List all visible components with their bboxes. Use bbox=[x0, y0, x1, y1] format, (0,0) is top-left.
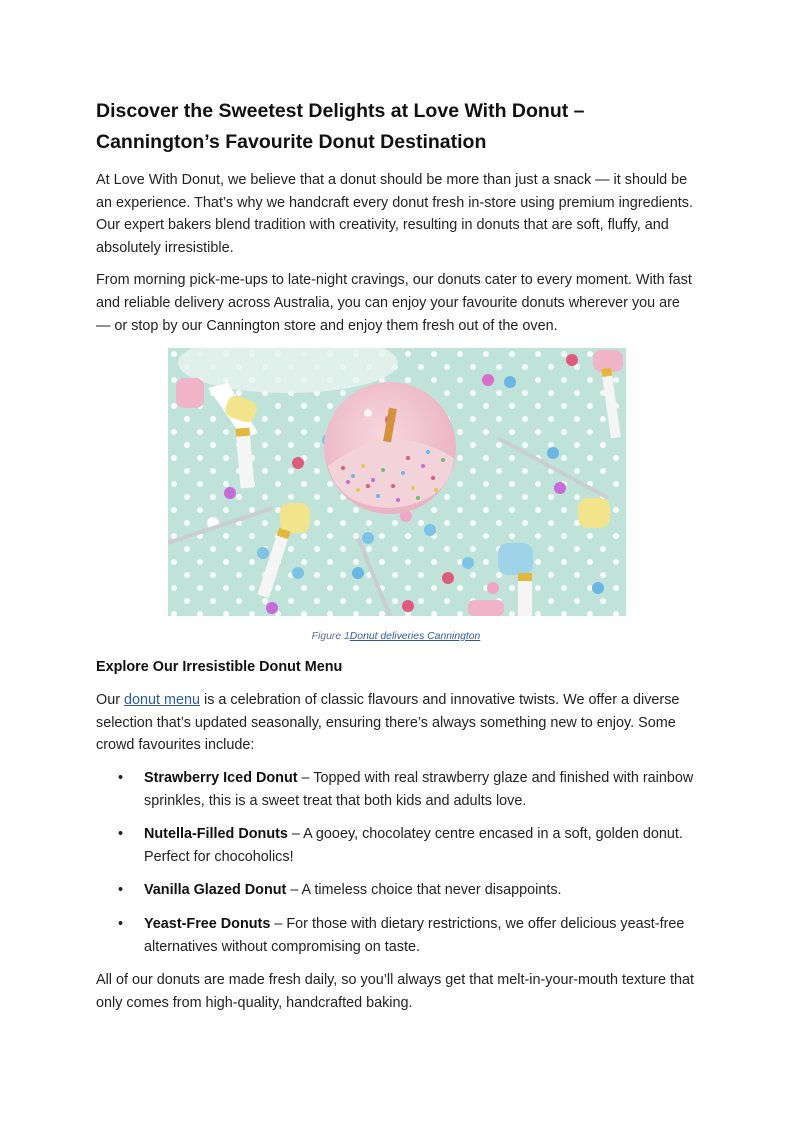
donut-party-photo bbox=[168, 348, 626, 616]
page-title: Discover the Sweetest Delights at Love With Donut – Cannington’s Favourite Donut Destination bbox=[96, 100, 585, 153]
donut-menu-link[interactable]: donut menu bbox=[124, 692, 201, 709]
caption-prefix: Figure 1 bbox=[311, 631, 350, 643]
bullet-icon: • bbox=[118, 915, 124, 932]
document-page bbox=[96, 96, 696, 1014]
intro-paragraph-2: From morning pick-me-ups to late-night cravings, our donuts cater to every moment. With fast and reliable delivery across Australia, you can enjoy your favourite donuts wherever you are — or stop by our Cannington store and enjoy them fresh out of the oven. bbox=[96, 272, 692, 334]
bullet-icon: • bbox=[118, 826, 124, 843]
figure-caption bbox=[96, 631, 696, 642]
donut-list bbox=[96, 767, 696, 958]
item-desc: – For those with dietary restrictions, we offer delicious yeast-free alternatives without compromising on taste. bbox=[144, 915, 685, 955]
item-name: Nutella-Filled Donuts bbox=[144, 826, 288, 843]
item-desc: – A gooey, chocolatey centre encased in a soft, golden donut. Perfect for chocoholics! bbox=[144, 826, 683, 865]
pink-donut bbox=[324, 382, 456, 514]
figure bbox=[96, 348, 696, 642]
list-item bbox=[96, 823, 696, 868]
caption-link[interactable]: Donut deliveries Cannington bbox=[349, 631, 481, 643]
list-item bbox=[96, 767, 696, 812]
list-item bbox=[96, 913, 696, 958]
item-name: Vanilla Glazed Donut bbox=[144, 882, 287, 899]
item-name: Yeast-Free Donuts bbox=[144, 915, 271, 932]
menu-intro-paragraph bbox=[96, 689, 696, 757]
bullet-icon: • bbox=[118, 882, 124, 899]
menu-intro-after: is a celebration of classic flavours and innovative twists. We offer a diverse selection that’s updated seasonally, ensuring there’s always something new to enjoy. Some crowd favourites include: bbox=[96, 692, 680, 754]
intro-paragraph-1: At Love With Donut, we believe that a donut should be more than just a snack — it should be an experience. That’s why we handcraft every donut fresh in-store using premium ingredients. Our expert bakers blend tradition with creativity, resulting in donuts that are soft, fluffy, and absolutely irresistible. bbox=[96, 172, 693, 256]
list-item bbox=[96, 879, 696, 902]
item-desc: – A timeless choice that never disappoints. bbox=[286, 882, 562, 899]
item-name: Strawberry Iced Donut bbox=[144, 769, 298, 786]
menu-heading: Explore Our Irresistible Donut Menu bbox=[96, 659, 343, 676]
closing-paragraph: All of our donuts are made fresh daily, so you’ll always get that melt-in-your-mouth texture that only comes from high-quality, handcrafted baking. bbox=[96, 972, 695, 1011]
bullet-icon: • bbox=[118, 769, 124, 786]
menu-intro-before: Our bbox=[96, 692, 124, 709]
item-desc: – Topped with real strawberry glaze and finished with rainbow sprinkles, this is a sweet treat that both kids and adults love. bbox=[144, 769, 694, 809]
